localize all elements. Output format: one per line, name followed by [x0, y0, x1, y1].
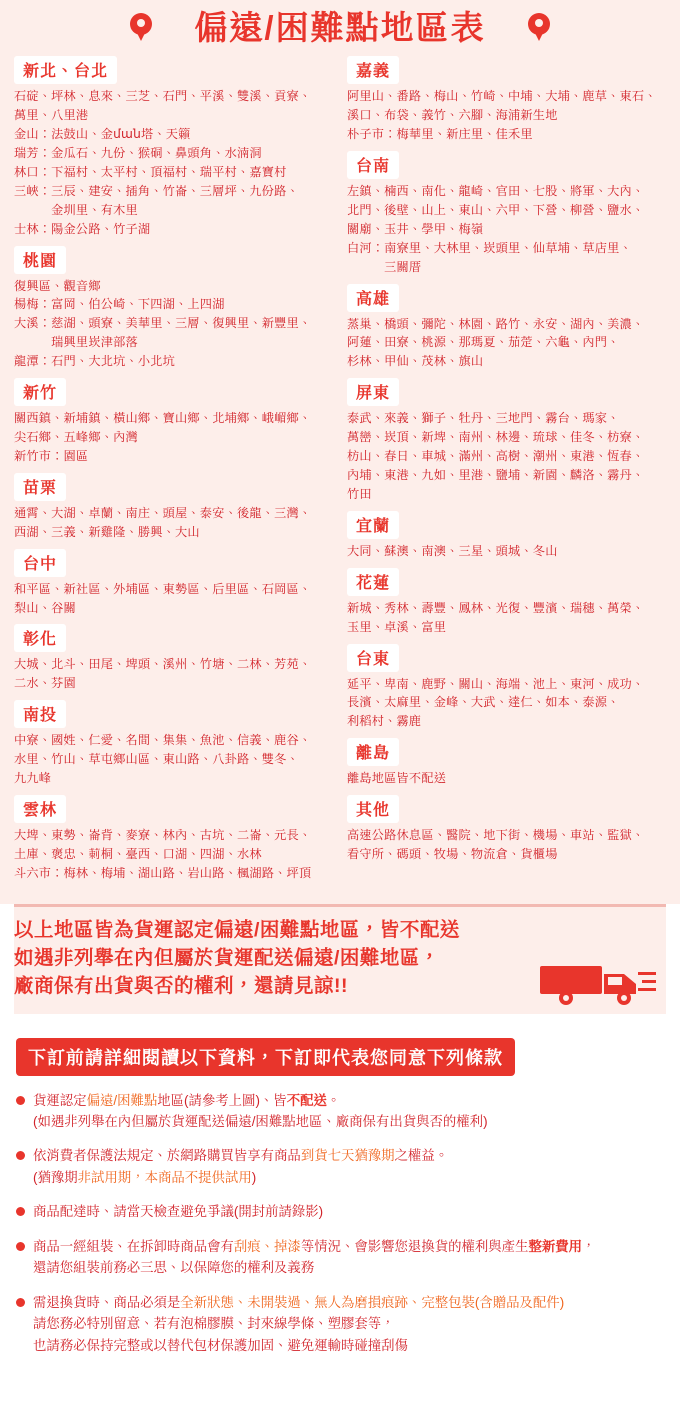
region-name-tag: 其他 — [347, 795, 399, 823]
notice-line: 如遇非列舉在內但屬於貨運配送偏遠/困難地區， — [14, 946, 440, 969]
region-area-line: 土庫、褒忠、莿桐、臺西、口湖、四湖、水林 — [14, 846, 262, 861]
region-name-tag: 離島 — [347, 738, 399, 766]
region-area-line: 通霄、大湖、卓蘭、南庄、頭屋、泰安、後龍、三灣、 — [14, 505, 312, 520]
term-text — [33, 1236, 595, 1279]
term-text — [33, 1145, 448, 1188]
region-area-line: 關廟、玉井、學甲、梅嶺 — [347, 221, 484, 236]
term-text-segment: 地區(請參考上圖)、皆 — [157, 1092, 287, 1108]
region-area-line: 利稻村、霧鹿 — [347, 714, 422, 729]
region-name-tag: 高雄 — [347, 284, 399, 312]
terms-section — [0, 1038, 680, 1387]
region-area-line: 三關厝 — [347, 259, 422, 274]
term-sub-segment: (如遇非列舉在內但屬於貨運配送偏遠/困難點地區、廠商保有出貨與否的權利) — [33, 1114, 488, 1130]
region-area-list — [14, 87, 333, 238]
region-name-tag: 嘉義 — [347, 56, 399, 84]
region-area-line: 高速公路休息區、醫院、地下街、機場、車站、監獄、 — [347, 828, 645, 843]
term-text-segment: 等情況、會影響您退換貨的權利與產生 — [300, 1238, 529, 1254]
region-group — [14, 624, 333, 693]
region-area-line: 萬巒、崁頂、新埤、南州、林邊、琉球、佳冬、枋寮、 — [347, 430, 645, 445]
terms-title: 下訂前請詳細閱讀以下資料，下訂即代表您同意下列條款 — [16, 1038, 515, 1076]
region-area-line: 大城、北斗、田尾、埤頭、溪州、竹塘、二林、芳苑、 — [14, 657, 312, 672]
term-text-segment: 需退換貨時、商品必須是 — [33, 1294, 181, 1310]
region-group — [14, 549, 333, 618]
notice-line: 以上地區皆為貨運認定偏遠/困難點地區，皆不配送 — [14, 918, 460, 941]
bullet-icon — [16, 1298, 25, 1307]
region-area-list — [347, 542, 666, 561]
region-area-list — [347, 826, 666, 864]
term-highlight: 整新費用 — [528, 1238, 583, 1254]
term-sub-line — [33, 1167, 448, 1188]
region-name-tag: 新竹 — [14, 378, 66, 406]
region-area-list — [14, 731, 333, 788]
region-area-list — [14, 826, 333, 883]
region-name-tag: 苗栗 — [14, 473, 66, 501]
term-text — [33, 1201, 323, 1222]
term-main-line — [33, 1295, 564, 1310]
region-area-line: 阿里山、番路、梅山、竹崎、中埔、大埔、鹿草、東石、 — [347, 89, 657, 104]
region-area-list — [347, 409, 666, 504]
bullet-icon — [16, 1242, 25, 1251]
region-area-line: 中寮、國姓、仁愛、名間、集集、魚池、信義、鹿谷、 — [14, 733, 312, 748]
region-group — [347, 378, 666, 504]
region-area-line: 枋山、春日、車城、滿州、高樹、潮州、東港、恆春、 — [347, 449, 645, 464]
region-group — [14, 473, 333, 542]
region-area-list — [347, 87, 666, 144]
term-main-line — [33, 1148, 448, 1163]
region-area-line: 二水、芬園 — [14, 676, 76, 691]
bullet-icon — [16, 1207, 25, 1216]
region-area-line: 延平、卑南、鹿野、關山、海端、池上、東河、成功、 — [347, 676, 645, 691]
region-name-tag: 雲林 — [14, 795, 66, 823]
region-area-line: 楊梅：富岡、伯公崎、下四湖、上四湖 — [14, 297, 225, 312]
region-group — [14, 700, 333, 788]
terms-list — [16, 1090, 664, 1356]
region-name-tag: 台南 — [347, 151, 399, 179]
page-header — [0, 0, 680, 54]
bullet-icon — [16, 1096, 25, 1105]
term-sub-line — [33, 1257, 595, 1278]
region-name-tag: 新北、台北 — [14, 56, 117, 84]
region-area-list — [347, 182, 666, 277]
region-area-line: 大埤、東勢、崙背、麥寮、林內、古坑、二崙、元長、 — [14, 827, 312, 842]
region-area-line: 蒸巢、橋頭、彌陀、林園、路竹、永安、湖內、美濃、 — [347, 316, 645, 331]
region-area-line: 石碇、坪林、息來、三芝、石門、平溪、雙溪、貢寮、 — [14, 89, 312, 104]
term-sub-highlight: 非試用期，本商品不提供試用 — [77, 1169, 252, 1185]
term-text-segment: 商品配達時、請當天檢查避免爭議(開封前請錄影) — [33, 1204, 324, 1220]
region-area-list — [347, 315, 666, 372]
region-area-line: 復興區、觀音鄉 — [14, 278, 101, 293]
region-area-line: 阿蓮、田寮、桃源、那瑪夏、茄萣、六龜、內門、 — [347, 335, 620, 350]
region-area-line: 金山：法鼓山、金ման塔、天籟 — [14, 127, 191, 142]
term-item — [16, 1145, 664, 1188]
region-group — [347, 644, 666, 732]
term-highlight: 不配送 — [286, 1092, 327, 1108]
region-area-line: 大同、蘇澳、南澳、三星、頭城、冬山 — [347, 543, 558, 558]
region-area-line: 竹田 — [347, 486, 372, 501]
region-area-list — [14, 504, 333, 542]
term-highlight: 全新狀態、未開裝過、無人為磨損痕跡、完整包裝(含贈品及配件) — [180, 1294, 565, 1310]
region-area-line: 大溪：慈湖、頭寮、美華里、三層、復興里、新豐里、 — [14, 316, 312, 331]
region-area-line: 北門、後壁、山上、東山、六甲、下營、柳營、鹽水、 — [347, 202, 645, 217]
region-area-line: 溪口、布袋、義竹、六腳、海浦新生地 — [347, 108, 558, 123]
region-area-line: 杉林、甲仙、茂林、旗山 — [347, 354, 484, 369]
region-area-line: 白河：南寮里、大林里、崁頭里、仙草埔、草店里、 — [347, 240, 632, 255]
term-text — [33, 1292, 564, 1356]
region-area-line: 萬里、八里港 — [14, 108, 89, 123]
region-area-line: 新城、秀林、壽豐、鳳林、光復、豐濱、瑞穗、萬榮、 — [347, 600, 645, 615]
term-text — [33, 1090, 488, 1133]
term-item — [16, 1236, 664, 1279]
term-highlight: 偏遠/困難點 — [86, 1092, 158, 1108]
region-name-tag: 宜蘭 — [347, 511, 399, 539]
region-group — [347, 738, 666, 788]
region-area-line: 瑞興里崁津部落 — [14, 335, 138, 350]
region-area-line: 九九峰 — [14, 771, 52, 786]
delivery-truck-icon — [538, 956, 658, 1008]
notice-line: 廠商保有出貨與否的權利，還請見諒!! — [14, 975, 348, 998]
term-main-line — [33, 1093, 340, 1108]
region-area-list — [347, 675, 666, 732]
term-text-segment: ， — [582, 1238, 596, 1254]
region-name-tag: 屏東 — [347, 378, 399, 406]
region-area-line: 朴子市：梅華里、新庄里、佳禾里 — [347, 127, 533, 142]
shipping-notice — [14, 904, 666, 1014]
region-group — [14, 246, 333, 372]
region-group — [347, 56, 666, 144]
term-text-segment: 依消費者保護法規定、於網路購買皆享有商品 — [33, 1148, 301, 1164]
region-area-line: 玉里、卓溪、富里 — [347, 619, 447, 634]
region-area-line: 林口：下福村、太平村、頂福村、瑞平村、嘉寶村 — [14, 164, 287, 179]
region-area-list — [14, 409, 333, 466]
region-column-right — [347, 56, 666, 871]
term-text-segment: 之權益。 — [394, 1148, 449, 1164]
region-area-line: 斗六市：梅林、梅埔、湖山路、岩山路、楓湖路、坪頂 — [14, 865, 312, 880]
region-tables — [0, 54, 680, 903]
region-area-line: 金圳里、有木里 — [14, 202, 138, 217]
term-main-line — [33, 1204, 323, 1219]
term-text-segment: 。 — [326, 1092, 341, 1108]
region-column-left — [14, 56, 333, 889]
term-sub-line: 也請務必保持完整或以替代包材保護加固、避免運輸時碰撞刮傷 — [33, 1337, 408, 1353]
region-area-line: 梨山、谷關 — [14, 600, 76, 615]
section-divider — [0, 1014, 680, 1038]
region-area-line: 左鎮、楠西、南化、龍崎、官田、七股、將軍、大內、 — [347, 184, 645, 199]
region-name-tag: 桃園 — [14, 246, 66, 274]
region-area-line: 三峽：三辰、建安、插角、竹崙、三層坪、九份路、 — [14, 183, 299, 198]
term-sub-segment: (猶豫期 — [33, 1169, 78, 1185]
term-highlight: 刮痕、掉漆 — [233, 1238, 301, 1254]
region-area-line: 龍潭：石門、大北坑、小北坑 — [14, 354, 176, 369]
region-area-list — [14, 580, 333, 618]
term-text-segment: 商品一經組裝、在拆卸時商品會有 — [33, 1238, 234, 1254]
term-sub-segment: 還請您組裝前務必三思、以保障您的權利及義務 — [33, 1260, 315, 1276]
region-area-line: 尖石鄉、五峰鄉、內灣 — [14, 429, 138, 444]
term-sub-segment: ) — [251, 1169, 257, 1185]
region-group — [347, 151, 666, 277]
region-area-line: 離島地區皆不配送 — [347, 771, 447, 786]
region-area-line: 看守所、碼頭、牧場、物流倉、貨櫃場 — [347, 847, 558, 862]
region-group — [14, 378, 333, 466]
region-group — [347, 511, 666, 561]
region-name-tag: 南投 — [14, 700, 66, 728]
region-area-line: 和平區、新社區、外埔區、東勢區、后里區、石岡區、 — [14, 581, 312, 596]
region-group — [347, 795, 666, 864]
term-item — [16, 1090, 664, 1133]
region-area-line: 士林：陽金公路、竹子湖 — [14, 221, 151, 236]
page-title: 偏遠/困難點地區表 — [194, 9, 486, 46]
bullet-icon — [16, 1151, 25, 1160]
region-name-tag: 花蓮 — [347, 568, 399, 596]
region-area-line: 新竹市：園區 — [14, 448, 89, 463]
region-group — [14, 795, 333, 883]
location-pin-icon — [528, 13, 550, 43]
term-item — [16, 1292, 664, 1356]
term-main-line — [33, 1239, 595, 1254]
region-area-line: 泰武、來義、獅子、牡丹、三地門、霧台、瑪家、 — [347, 411, 620, 426]
region-group — [347, 284, 666, 372]
location-pin-icon — [130, 13, 152, 43]
region-area-list — [14, 277, 333, 372]
region-area-line: 關西鎮、新埔鎮、橫山鄉、寶山鄉、北埔鄉、峨嵋鄉、 — [14, 411, 312, 426]
region-area-line: 水里、竹山、草屯鄉山區、東山路、八卦路、雙冬、 — [14, 752, 299, 767]
term-sub-line — [33, 1313, 564, 1334]
region-area-list — [347, 599, 666, 637]
term-highlight: 到貨七天猶豫期 — [300, 1148, 395, 1164]
region-area-line: 瑞芳：金瓜石、九份、猴硐、鼻頭角、水湳洞 — [14, 146, 262, 161]
region-name-tag: 台中 — [14, 549, 66, 577]
region-area-line: 長濱、太麻里、金峰、大武、達仁、如本、泰源、 — [347, 695, 620, 710]
region-name-tag: 台東 — [347, 644, 399, 672]
term-sub-line — [33, 1111, 488, 1132]
term-text-segment: 貨運認定 — [33, 1092, 87, 1108]
term-item — [16, 1201, 664, 1222]
region-area-list — [14, 655, 333, 693]
region-area-list — [347, 769, 666, 788]
region-area-line: 內埔、東港、九如、里港、鹽埔、新園、麟洛、霧丹、 — [347, 467, 645, 482]
region-group — [14, 56, 333, 238]
region-group — [347, 568, 666, 637]
region-area-line: 西湖、三義、新雞隆、勝興、大山 — [14, 524, 200, 539]
term-sub-segment: 請您務必特別留意、若有泡棉膠膜、封來線學條、塑膠套等， — [33, 1316, 395, 1332]
region-name-tag: 彰化 — [14, 624, 66, 652]
